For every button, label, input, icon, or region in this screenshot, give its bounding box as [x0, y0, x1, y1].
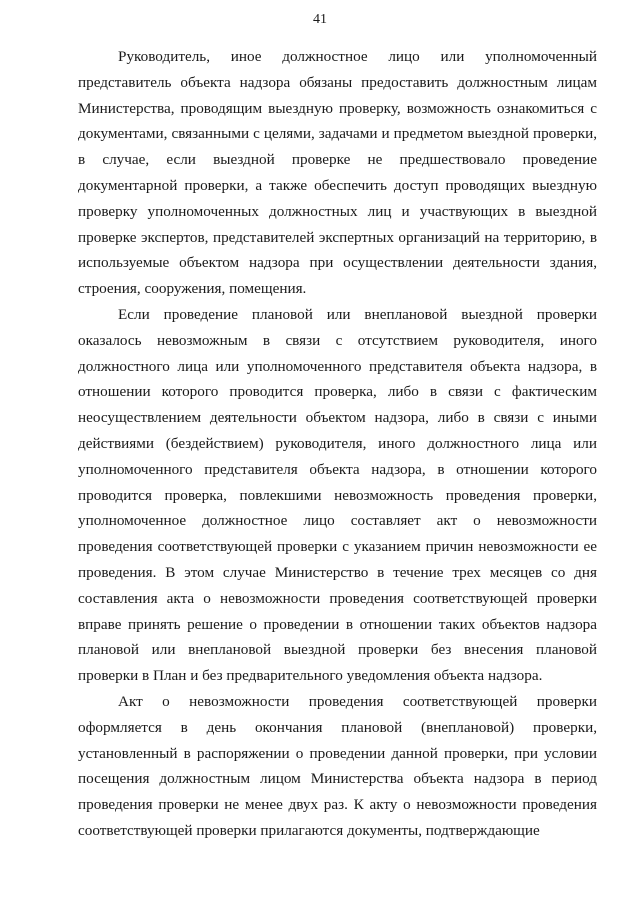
paragraph-2: Если проведение плановой или внеплановой выездной проверки оказалось невозможным в связи с отсутствием руководителя, иного должностного лица или уполномоченного представителя объекта надзора, в отношении которого проводится проверка, либо в связи с фактическим неосуществлением деятельности объектом надзора, либо в связи с иными действиями (бездействием) руководителя, иного должностного лица или уполномоченного представителя объекта надзора, в отношении которого проводится проверка, повлекшими невозможность проведения проверки, уполномоченное должностное лицо составляет акт о невозможности проведения соответствующей проверки с указанием причин невозможности ее проведения. В этом случае Министерство в течение трех месяцев со дня составления акта о невозможности проведения соответствующей проверки вправе принять решение о проведении в отношении таких объектов надзора плановой или внеплановой выездной проверки без внесения плановой проверки в План и без предварительного уведомления объекта надзора.	[78, 305, 597, 685]
page-number: 41	[313, 12, 327, 27]
paragraph-1: Руководитель, иное должностное лицо или уполномоченный представитель объекта надзора обязаны предоставить должностным лицам Министерства, проводящим выездную проверку, возможность ознакомиться с документами, связанными с целями, задачами и предметом выездной проверки, в случае, если выездной проверке не предшествовало проведение документарной проверки, а также обеспечить доступ проводящих выездную проверку уполномоченных должностных лиц и участвующих в выездной проверке экспертов, представителей экспертных организаций на территорию, в используемые объектом надзора при осуществлении деятельности здания, строения, сооружения, помещения.	[78, 48, 597, 298]
paragraph-3: Акт о невозможности проведения соответствующей проверки оформляется в день окончания плановой (внеплановой) проверки, установленный в распоряжении о проведении данной проверки, при условии посещения должностным лицом Министерства объекта надзора в период проведения проверки не менее двух раз. К акту о невозможности проведения соответствующей проверки прилагаются документы, подтверждающие	[78, 692, 597, 839]
document-body	[78, 44, 597, 844]
